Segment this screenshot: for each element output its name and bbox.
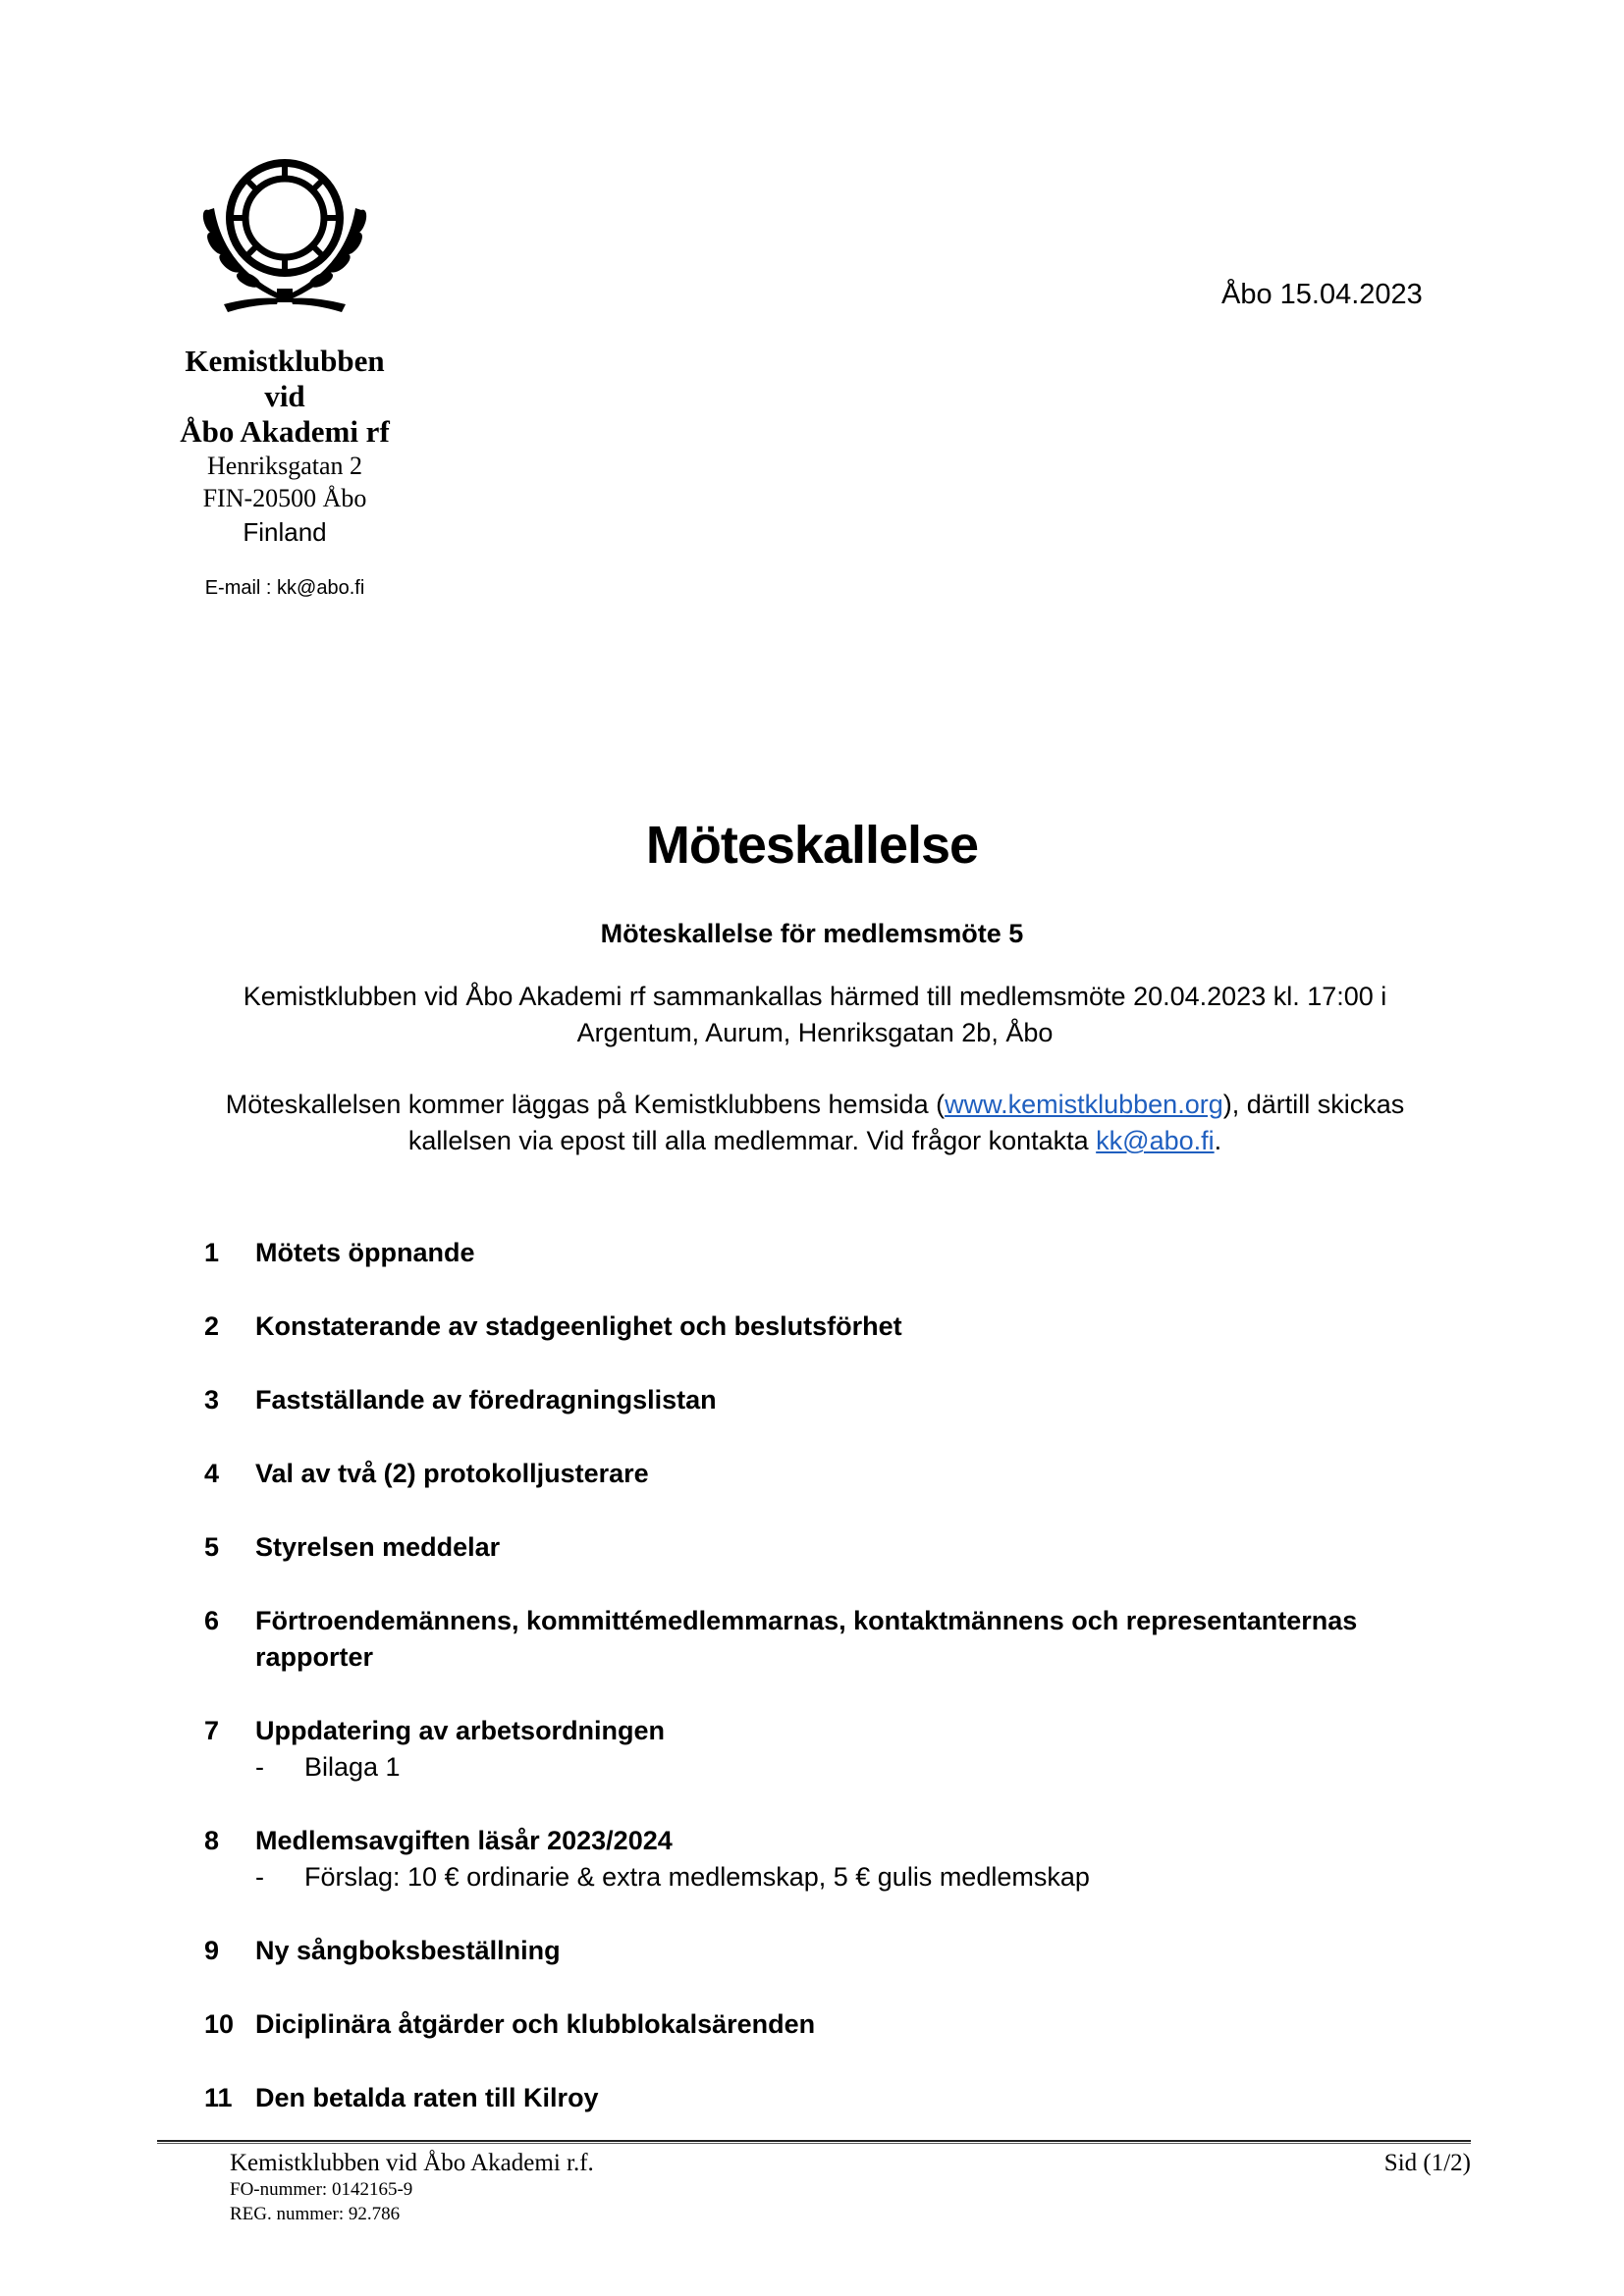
page-footer [230, 2150, 1471, 2226]
agenda-item [204, 1308, 1481, 1345]
agenda-item-title: Ny sångboksbeställning [255, 1936, 561, 1965]
agenda-item-title: Uppdatering av arbetsordningen [255, 1716, 666, 1745]
agenda-item [204, 1603, 1481, 1676]
agenda-item [204, 1933, 1481, 1969]
email-link[interactable]: kk@abo.fi [1096, 1126, 1215, 1155]
notice-text: . [1214, 1126, 1222, 1155]
organization-letterhead [137, 344, 432, 600]
intro-line: Kemistklubben vid Åbo Akademi rf sammankallas härmed till medlemsmöte 20.04.2023 kl. 17:00 i [243, 982, 1387, 1011]
agenda-item-title: Fastställande av föredragningslistan [255, 1385, 717, 1415]
agenda-item-number: 6 [204, 1606, 220, 1635]
dash-bullet: - [255, 1862, 264, 1892]
notice-text: ), därtill skickas [1222, 1090, 1405, 1119]
org-name-line: Kemistklubben [185, 344, 385, 378]
address-city: FIN-20500 Åbo [202, 484, 367, 512]
document-date: Åbo 15.04.2023 [1221, 279, 1423, 310]
dash-bullet: - [255, 1752, 264, 1782]
org-name-line: Åbo Akademi rf [180, 414, 390, 449]
footer-reg-number: REG. nummer: 92.786 [230, 2204, 401, 2224]
agenda-item-number: 11 [204, 2083, 233, 2112]
agenda-item-number: 10 [204, 2009, 235, 2039]
notice-text: kallelsen via epost till alla medlemmar. Vid frågor kontakta [407, 1126, 1097, 1155]
notice-line-2 [177, 1123, 1453, 1159]
page-subtitle: Möteskallelse för medlemsmöte 5 [600, 919, 1024, 948]
intro-paragraph [177, 979, 1453, 1051]
agenda-item-title: Den betalda raten till Kilroy [255, 2083, 599, 2112]
agenda-subitem [255, 1859, 1481, 1896]
agenda-item-title: Styrelsen meddelar [255, 1532, 501, 1562]
agenda-item [204, 1713, 1481, 1786]
agenda-item-number: 2 [204, 1311, 220, 1341]
agenda-item-number: 9 [204, 1936, 220, 1965]
agenda-item [204, 1382, 1481, 1418]
agenda-item-number: 5 [204, 1532, 220, 1562]
agenda-list [204, 1235, 1481, 2154]
agenda-item [204, 2006, 1481, 2043]
agenda-item-number: 1 [204, 1238, 220, 1267]
page-title: Möteskallelse [645, 816, 979, 875]
agenda-subitem-text: Bilaga 1 [304, 1752, 401, 1782]
address-country: Finland [243, 517, 327, 547]
website-link[interactable]: www.kemistklubben.org [945, 1090, 1223, 1119]
agenda-item [204, 1529, 1481, 1566]
agenda-item-title: Medlemsavgiften läsår 2023/2024 [255, 1826, 673, 1855]
agenda-item-number: 3 [204, 1385, 220, 1415]
agenda-item-title: Val av två (2) protokolljusterare [255, 1459, 649, 1488]
agenda-item-title: Förtroendemännens, kommittémedlemmarnas, kontaktmännens och representanternas rapporter [255, 1606, 1358, 1672]
letterhead-email: E-mail : kk@abo.fi [204, 577, 365, 599]
footer-org-name: Kemistklubben vid Åbo Akademi r.f. [230, 2150, 594, 2176]
notice-text: Möteskallelsen kommer läggas på Kemistklubbens hemsida ( [225, 1090, 946, 1119]
agenda-item [204, 2080, 1481, 2116]
agenda-item-number: 8 [204, 1826, 220, 1855]
agenda-item [204, 1235, 1481, 1271]
agenda-subitem [255, 1749, 1481, 1786]
page-number: Sid (1/2) [1383, 2150, 1471, 2176]
wreath-ring-emblem-icon [194, 149, 375, 318]
footer-divider [157, 2140, 1471, 2142]
intro-line: Argentum, Aurum, Henriksgatan 2b, Åbo [576, 1018, 1054, 1047]
agenda-item-title: Konstaterande av stadgeenlighet och beslutsförhet [255, 1311, 902, 1341]
agenda-item-title: Diciplinära åtgärder och klubblokalsärenden [255, 2009, 816, 2039]
footer-fo-number: FO-nummer: 0142165-9 [230, 2179, 413, 2200]
agenda-item-title: Mötets öppnande [255, 1238, 475, 1267]
agenda-item [204, 1823, 1481, 1896]
agenda-item-number: 7 [204, 1716, 220, 1745]
org-name-line: vid [264, 379, 305, 413]
agenda-subitem-text: Förslag: 10 € ordinarie & extra medlemskap, 5 € gulis medlemskap [304, 1862, 1090, 1892]
footer-divider [157, 2143, 1471, 2144]
address-street: Henriksgatan 2 [206, 452, 363, 480]
agenda-item [204, 1456, 1481, 1492]
notice-line-1 [177, 1087, 1453, 1123]
agenda-item-number: 4 [204, 1459, 220, 1488]
notice-paragraph [177, 1087, 1453, 1159]
